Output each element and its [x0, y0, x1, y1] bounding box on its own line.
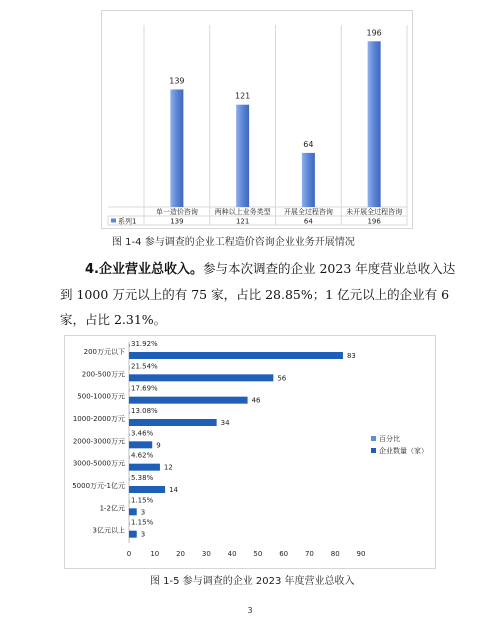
count-bar — [129, 352, 343, 359]
count-data-label: 34 — [220, 419, 230, 427]
category-label: 未开展全过程咨询 — [346, 208, 403, 216]
count-bar — [129, 397, 248, 404]
legend-label-count: 企业数量（家） — [379, 447, 428, 455]
percent-bar — [129, 500, 130, 503]
category-label: 3000-5000万元 — [72, 459, 125, 468]
count-bar — [129, 486, 165, 493]
table-value: 139 — [170, 217, 184, 226]
figure-1-5-svg — [65, 336, 435, 568]
percent-data-label: 1.15% — [131, 496, 154, 505]
category-label: 5000万元-1亿元 — [72, 482, 125, 490]
column-bar — [170, 89, 183, 207]
column-bar — [302, 153, 315, 207]
column-data-label: 139 — [169, 76, 185, 86]
x-tick-label: 60 — [279, 550, 289, 558]
percent-bar — [129, 478, 130, 481]
figure-1-5-caption: 图 1-5 参与调查的企业 2023 年度营业总收入 — [150, 576, 355, 587]
percent-data-label: 4.62% — [131, 451, 154, 460]
figure-1-4-caption: 图 1-4 参与调查的企业工程造价咨询企业业务开展情况 — [112, 237, 355, 248]
table-row-label: 系列1 — [118, 217, 137, 226]
count-data-label: 3 — [140, 530, 146, 539]
x-tick-label: 20 — [176, 550, 186, 558]
legend-label-percent: 百分比 — [379, 435, 400, 443]
x-tick-label: 90 — [356, 550, 366, 558]
x-tick-label: 0 — [126, 550, 132, 558]
count-bar — [129, 374, 273, 381]
percent-data-label: 5.38% — [131, 474, 154, 482]
category-label: 1000-2000万元 — [72, 415, 125, 423]
percent-bar — [129, 389, 130, 392]
percent-data-label: 21.54% — [131, 362, 158, 371]
percent-bar — [129, 344, 130, 347]
legend-swatch-count — [371, 448, 376, 453]
column-data-label: 64 — [303, 139, 314, 149]
category-label: 单一造价咨询 — [155, 208, 198, 216]
table-value: 121 — [235, 217, 250, 226]
figure-1-4-svg — [102, 11, 412, 228]
category-label: 两种以上业务类型 — [214, 208, 271, 216]
count-data-label: 83 — [346, 352, 356, 360]
figure-1-4-chart — [101, 10, 413, 229]
table-value: 196 — [367, 217, 381, 226]
count-data-label: 12 — [163, 463, 173, 472]
x-tick-label: 50 — [253, 550, 263, 558]
page-number: 3 — [247, 606, 253, 615]
count-data-label: 46 — [251, 396, 261, 405]
legend-swatch-percent — [371, 436, 376, 441]
table-legend-swatch — [111, 219, 116, 223]
percent-bar — [129, 523, 130, 526]
x-tick-label: 40 — [227, 550, 237, 558]
percent-bar — [129, 366, 130, 369]
column-bar — [236, 105, 249, 207]
percent-bar — [129, 411, 130, 414]
column-data-label: 121 — [234, 91, 251, 101]
percent-data-label: 3.46% — [131, 429, 154, 438]
count-data-label: 14 — [169, 486, 179, 494]
percent-data-label: 31.92% — [131, 340, 158, 348]
percent-data-label: 1.15% — [131, 518, 154, 527]
figure-1-5-chart — [64, 335, 436, 569]
percent-bar — [129, 433, 130, 436]
count-bar — [129, 464, 160, 471]
percent-bar — [129, 456, 130, 459]
paragraph-text: 参与本次调查的企业 2023 年度营业总收入达到 1000 万元以上的有 75 家，占比 28.85%；1 亿元以上的企业有 6 家，占比 2.31%。 — [60, 261, 456, 327]
x-tick-label: 80 — [330, 550, 340, 558]
column-bar — [368, 41, 381, 207]
x-tick-label: 70 — [304, 550, 314, 558]
paragraph-heading: 4.企业营业总收入。 — [85, 262, 203, 277]
category-label: 200万元以下 — [83, 348, 125, 356]
column-data-label: 196 — [366, 28, 382, 38]
count-data-label: 56 — [277, 374, 287, 383]
count-bar — [129, 531, 137, 538]
category-label: 2000-3000万元 — [72, 437, 125, 446]
count-bar — [129, 441, 152, 448]
category-label: 200-500万元 — [81, 370, 125, 379]
x-tick-label: 10 — [150, 550, 160, 558]
category-label: 3亿元以上 — [92, 526, 125, 535]
count-data-label: 9 — [156, 441, 161, 450]
percent-data-label: 17.69% — [131, 384, 158, 393]
x-tick-label: 30 — [201, 550, 211, 558]
count-bar — [129, 419, 217, 426]
category-label: 1-2亿元 — [99, 504, 125, 513]
percent-data-label: 13.08% — [131, 407, 158, 415]
count-data-label: 3 — [140, 508, 146, 517]
count-bar — [129, 508, 137, 515]
table-value: 64 — [303, 217, 313, 226]
category-label: 500-1000万元 — [77, 392, 125, 401]
revenue-paragraph — [60, 256, 460, 332]
category-label: 开展全过程咨询 — [283, 208, 333, 216]
